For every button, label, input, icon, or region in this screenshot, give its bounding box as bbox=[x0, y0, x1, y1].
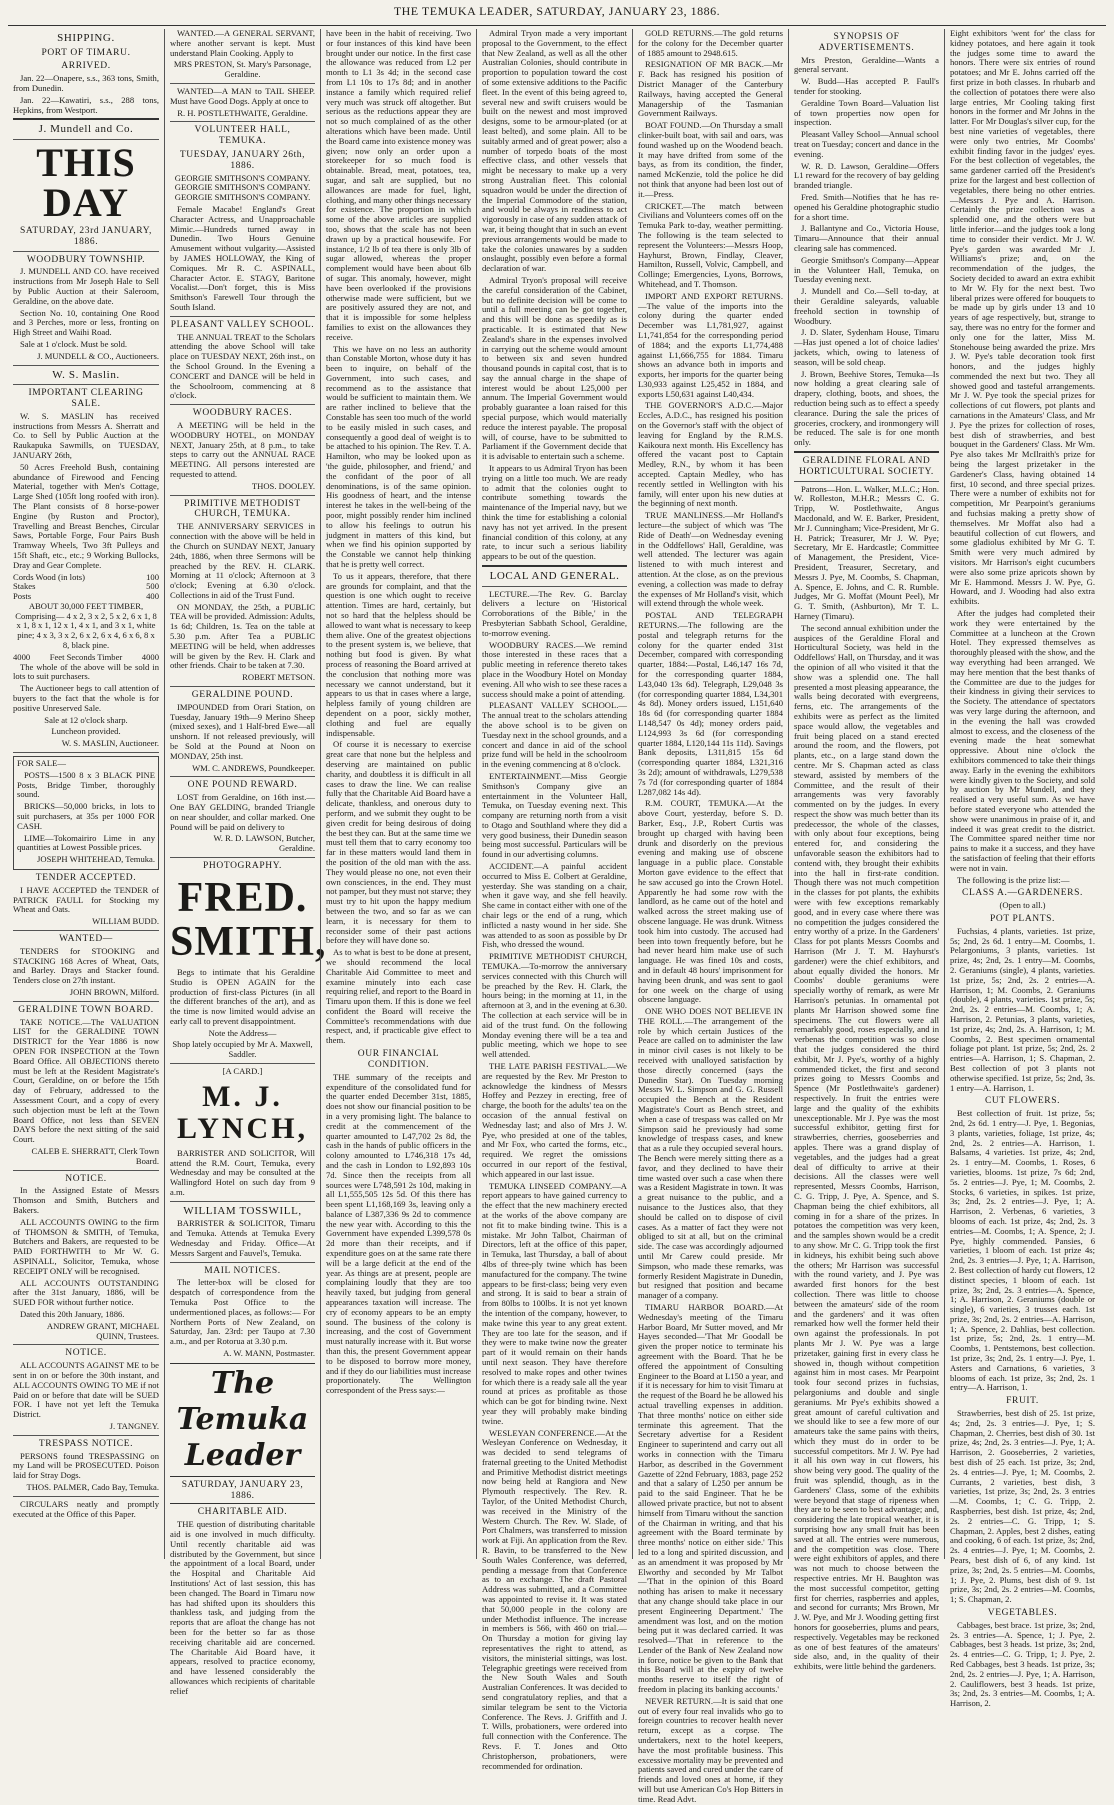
mail-heading: MAIL NOTICES. bbox=[204, 1265, 281, 1276]
column-6 bbox=[788, 29, 944, 1672]
arrived-heading: ARRIVED. bbox=[61, 61, 111, 72]
notice-text: In the Assigned Estate of Messrs Thomson and Smith, Butchers and Bakers. bbox=[13, 1185, 159, 1216]
charitable-aid-text: To us it appears, therefore, that there are grounds for complaint, and that the question is one which ought to receive attention. Times are hard, certainly, but not so hard that the helpless should be allowed to want what is necessary to keep them alive. One of the greatest objections to the present system is, we believe, that nothing but food is given. By what process of reasoning the Board arrived at the conclusion that nothing more was necessary we cannot understand, but it appears to us that in cases where a large, helpless family of young children are dependent on a poor, sickly mother, clothing and fuel are equally indispensable. bbox=[326, 570, 471, 738]
fruit-heading: FRUIT. bbox=[1006, 1396, 1039, 1407]
divider bbox=[13, 1170, 159, 1171]
woodbury-races-heading: WOODBURY RACES. bbox=[192, 408, 293, 419]
charitable-aid-text: THE question of distributing charitable aid is one involved in much difficulty. Until recently charitable aid was distributed by the Government, but since the appointment of a local Board, under the Hospital and Charitable Aid Institutions' Act of last session, this has been changed. The Board in Timaru now has had shifted upon its shoulders this thankless task, and judging from the reports that are afloat the change has not been for the better so far as those receiving charitable aid are concerned. The Charitable Aid Board have, it appears, resolved to practice economy, and have lessened considerably the allowances which recipients of charitable relief bbox=[170, 1519, 315, 1696]
synopsis-item: W. Budd—Has accepted P. Faull's tender for stooking. bbox=[794, 76, 939, 97]
divider bbox=[170, 121, 315, 122]
synopsis-item: J. Brown, Beehive Stores, Temuka—Is now holding a great clearing sale of drapery, clothing, boots, and shoes, the reduction being such as to effect a speedy clearance. During the sale the prices of groceries, crockery, and ironmongery will be reduced. The sale is for one month only. bbox=[794, 368, 939, 448]
posts-value: 400 bbox=[146, 591, 159, 602]
tosswill-heading: WILLIAM TOSSWILL, bbox=[183, 1204, 302, 1217]
floral-society-text: After the judges had completed their work they were entertained by the Committee at a luncheon at the Crown Hotel. They expressed themselves as thoroughly pleased with the show, and the way everything had been arranged. We may here mention that the best thanks of the Committee are due to the judges for their kindness in giving their services to the Society. The attendance of spectators was very large during the afternoon, and in the evening the hall was crowded almost to excess, and the closeness of the evening made the heat somewhat oppressive. About nine o'clock the exhibitors commenced to take their things away. Early in the evening the exhibitors were kindly given to the Society, and sold by auction by Mr Mundell, and they realised a very useful sum. As we have before stated everyone who attended the show were unanimous in praise of it, and indeed it was great credit to the district. The Committee spared neither time nor pains to make it a success, and they have the satisfaction of feeling that their efforts were not in vain. bbox=[950, 608, 1095, 873]
notice-heading: NOTICE. bbox=[65, 1173, 107, 1184]
clearing-sale-text: The whole of the above will be sold in lots to suit purchasers. bbox=[13, 661, 159, 682]
pleasant-valley-heading: PLEASANT VALLEY SCHOOL. bbox=[170, 319, 315, 330]
divider bbox=[13, 752, 159, 753]
wanted-man-text: WANTED—A MAN to TAIL SHEEP. Must have Good Dogs. Apply at once to bbox=[170, 85, 315, 106]
notice-text: Dated this 20th January, 1886. bbox=[20, 1309, 125, 1320]
divider bbox=[794, 451, 939, 453]
divider bbox=[482, 586, 627, 587]
newspaper-nameplate: The Temuka Leader bbox=[170, 1363, 315, 1477]
notice-signature: J. TANGNEY. bbox=[109, 1421, 159, 1432]
town-board-signature: CALEB E. SHERRATT, Clerk Town Board. bbox=[31, 1146, 159, 1166]
news-item: BOAT FOUND.—On Thursday a small clinker-built boat, with sail and oars, was found washed up on the Woodend beach. It may have drifted from some of the bays, as from its condition, the finder, named McKenzie, told the police he did not think that anyone had been lost out of it.—Press. bbox=[638, 120, 783, 199]
divider bbox=[13, 251, 159, 252]
divider bbox=[13, 384, 159, 385]
clearing-sale-text: 50 Acres Freehold Bush, containing abundance of Firewood and Fencing Material, together with Men's Cottage, Large Shed (105ft long roofed with iron). The Plant consists of 8 horse-power Engine (by Ruston and Proctor), Travelling and Breast Benches, Circular Saws, Portable Forge, Four Pairs Bush Tramway Wheels, Two 3ft Pulleys and 15ft Shaft, etc., etc.; 9 Working Bullocks, Dray and Gear Complete. bbox=[13, 461, 159, 570]
for-sale-signature: JOSEPH WHITEHEAD, Temuka. bbox=[37, 854, 155, 865]
woodbury-signature: J. MUNDELL & CO., Auctioneers. bbox=[37, 350, 159, 361]
auctioneer-firm: J. Mundell and Co. bbox=[38, 123, 134, 136]
cords-value: 100 bbox=[146, 571, 159, 582]
prize-list: Strawberries, best dish of 25. 1st prize, 4s; 2nd, 2s. 3 entries—J. Pye, 1; S. Chapman, 2. Cherries, best dish of 30. 1st prize, 4s; 2nd, 2s. 3 entries—J. Pye, 1; A. Harrison, 2. Gooseberries, 2 varieties, best dish of 25 each. 1st prize, 3s; 2nd, 2s. 4 entries—J. Pye, 1; M. Coombs, 2. Currants, 2 varieties, best dish, 3 varieties, 1st prize, 3s; 2nd, 2s. 3 entries—M. Coombs, 1; C. G. Tripp, 2. Raspberries, best dish. 1st prize, 4s; 2nd, 2s. 2 entries—C. G. Tripp, 1; S. Chapman, 2. Apples, best 2 dishes, eating and cooking, 6 of each. 1st prize, 3s; 2nd, 2s. 4 entries—J. Pye, 1; M. Coombs, 2. Pears, best dish of 6, of any kind. 1st prize, 3s; 2nd, 2s. 5 entries—M. Coombs, 1; J. Pye, 2. Plums, best dish of 9. 1st prize, 3s; 2nd, 2s. 2 entries—M. Coombs, 1; S. Chapman, 2. bbox=[950, 1408, 1095, 1605]
clearing-signature: W. S. MASLIN, Auctioneer. bbox=[61, 738, 159, 749]
news-item: THE LATE PARISH FESTIVAL.—We are requested by the Rev. Mr Preston to acknowledge the kindness of Messrs Hoffey and Pezzey in erecting, free of charge, the booth for the adults' tea on the occasion of the annual festival on Wednesday last; and also of Mrs J. W. Pye, who presided at one of the tables, and Mr Fox, who carted the forms, etc., required. We regret the omissions occurred in our report of the festival, which appeared in our last issue. bbox=[482, 1061, 627, 1179]
news-item: ONE WHO DOES NOT BELIEVE IN THE ROLL.—The arrangement of the role by which certain Justices of the Peace are called on to administer the law in minor civil cases is not likely to be received with unalloyed satisfaction by those directly concerned (says the Dunedin Star). On Tuesday morning Messrs W. L. Simpson and G. G. Russell occupied the Bench at the Resident Magistrate's Court as Bench street, and when a case of trespass was called on Mr Simpson said he previously had some knowledge of trespass cases, and knew that as a rule they occupied several hours. The Bench were merely sitting there as a favor, and they declined to have their time wasted over such a case when there was a Resident Magistrate in town. It was a great nuisance to the public, and a nuisance to the Justices also, that they should be called on to dispose of civil cases. As a matter of fact they were not obliged to sit at all, but on the criminal side. The case was accordingly adjourned until Mr Carew could preside. Mr Simpson, who made these remarks, was formerly Resident Magistrate in Dunedin, but resigned that position and became manager of a company. bbox=[638, 1006, 783, 1301]
woodbury-text: Section No. 10, containing One Rood and 3 Perches, more or less, fronting on High Street and Waihi Road. bbox=[13, 307, 159, 338]
news-item: NEVER RETURN.—It is said that one out of every four real invalids who go to foreign countries to recover health never return, except as a corpse. The undertakers, next to the hotel keepers, have the most profitable business. This excessive mortality may be prevented and patients saved and cured under the care of friends and loved ones at home, if they will but use American Co's Hop Bitters in time. Read Advt. bbox=[638, 1695, 783, 1804]
tender-text: I HAVE ACCEPTED the TENDER of PATRICK FAULL for Stocking my Wheat and Oats. bbox=[13, 884, 159, 915]
fred-smith-text: Begs to intimate that his Geraldine Studio is OPEN AGAIN for the production of first-class Pictures (in all the different branches of the art), and as the time is now limited would advise an early call to prevent disappointment. bbox=[170, 966, 315, 1026]
news-item: TIMARU HARBOR BOARD.—At Wednesday's meeting of the Timaru Harbor Board, Mr Sutter moved, and Mr Hayes seconded—'That Mr Goodall be given the proper notice to terminate his agreement with the Board. That he be offered the appointment of Consulting Engineer to the Board at L150 a year, and if it is necessary for him to visit Timaru at the request of the Board he be allowed his actual travelling expenses in addition. That three months' notice on either side terminate this agreement. That the Secretary advertise for a Resident Engineer to superintend and carry out all works in connection with the Timaru Harbor, as described in the Government Gazette of 22nd February, 1883, page 252 and that a salary of L250 per annum be paid to the said Engineer. That he be allowed private practice, but not to absent himself from Timaru without the sanction of the Chairman in writing, and that his agreement with the Board terminate by three months' notice on either side.' This led to a long and spirited discussion, and as an amendment it was proposed by Mr Elworthy and seconded by Mr Talbot—'That in the opinion of this Board nothing has arisen to make it necessary that any change should take place in our present Engineering Department.' The amendment was lost, and on the motion being put it was declared carried. It was resolved—'That in reference to the Lender of the Bank of New Zealand now in force, notice be given to the Bank that this Board will at the expiry of twelve months reserve to itself the right of freedom in placing its banking accounts.' bbox=[638, 1302, 783, 1695]
for-sale-text: POSTS—1500 8 x 3 BLACK PINE Posts, Bridge Timber, thoroughly sound. bbox=[17, 769, 155, 800]
charitable-aid-heading: CHARITABLE AID. bbox=[197, 1507, 288, 1518]
column-7 bbox=[944, 28, 1100, 1709]
synopsis-item: J. Ballantyne and Co., Victoria House, Timaru—Announce that their annual clearing sale has commenced. bbox=[794, 223, 939, 253]
issue-dateline: SATURDAY, JANUARY 23, 1886. bbox=[170, 1478, 315, 1505]
divider bbox=[13, 118, 159, 120]
for-sale-heading: FOR SALE— bbox=[17, 758, 66, 769]
divider bbox=[170, 316, 315, 317]
news-item: IMPORT AND EXPORT RETURNS.—The value of the imports into the colony during the quarter ended December was L1,781,927, against L1,741,854 for the corresponding period of 1884; and the exports L1,774,488 against L1,666,755 for 1884. Timaru shows an advance both in imports and exports, her imports for the quarter being L30,933 against L25,452 in 1884, and exports L50,631 against L40,434. bbox=[638, 290, 783, 399]
financial-text: Admiral Tryon's proposal will receive the careful consideration of the Cabinet, but no definite decision will be come to until a full meeting can be got together, and this will be done as speedily as is practicable. It is estimated that New Zealand's share in the expenses involved in carrying out the scheme would amount to between six and seven hundred thousand pounds in capital cost, that is to say the annual charge in the shape of interest would be about L25,000 per annum. The Imperial Government would probably guarantee a loan raised for this special purpose, which would materially reduce the interest payable. The proposal will, of course, have to be submitted to Parliament if the Government decide that it is advisable to entertain such a scheme. bbox=[482, 274, 627, 462]
reward-text: LOST from Geraldine, on 16th inst.—One BAY GELDING, branded Triangle on near shoulder, and collar marked. One Pound will be paid on delivery to bbox=[170, 792, 315, 832]
divider bbox=[170, 857, 315, 858]
fred-smith-address: Shop lately occupied by Mr A. Maxwell, Saddler. bbox=[172, 1039, 313, 1060]
news-item: RESIGNATION OF MR BACK.—Mr F. Back has resigned his position of District Manager of the Canterbury Railways, having accepted the General Managership of the Tasmanian Government Railways. bbox=[638, 59, 783, 119]
news-item: POSTAL AND TELEGRAPH RETURNS.—The following are the postal and telegraph returns for the colony for the quarter ended 31st December, compared with corresponding quarter, 1884:—Postal, L46,147 16s 7d, for the corresponding quarter 1884, L43,040 13s 6d). Telegraph, L29,048 3s (for corresponding quarter 1884, L34,301 4s 8d). Money orders issued, L151,640 18s 6d (for corresponding quarter 1884 L148,547 0s 4d); money orders paid, L124,993 3s 6d (for corresponding quarter 1884, L120,144 11s 11d). Savings Bank deposits, L311,815 15s 6d (corresponding quarter 1884, L321,316 3s 2d); amount of withdrawals, L279,538 7s 7d (for corresponding quarter of 1884 L287,082 14s 4d). bbox=[638, 610, 783, 797]
news-item: TRUE MANLINESS.—Mr Holland's lecture—the subject of which was 'The Ride of Death'—on Wednesday evening in the Oddfellows' Hall, Geraldine, was well attended. The lecturer was again listened to with much interest and attention. At the close, as on the previous evening, a collection was made to defray the expenses of Mr Holland's visit, which will extend through the whole week. bbox=[638, 510, 783, 609]
financial-text: It appears to us Admiral Tryon has been trying on a little too much. We are ready to admit that the colonies ought to contribute something towards the maintenance of the Imperial navy, but we think the time for establishing a colonial navy has not yet arrived. In the present financial condition of this colony, at any rate, to incur such a serious liability appears to be out of the question. bbox=[482, 463, 627, 562]
fred-smith-note: Note the Address— bbox=[208, 1027, 277, 1038]
news-item: WESLEYAN CONFERENCE.—At the Wesleyan Conference on Wednesday, it was decided to send telegrams of fraternal greeting to the United Methodist and Primitive Methodist district meetings now being held at Rangiora and New Plymouth respectively. The Rev. R. Taylor, of the United Methodist Church, was received in the Ministry of the Western Church. The Rev. W. Slade, of Port Chalmers, was transferred to mission work at Fiji. An application from the Rev. R. Bavin, to be transferred to the New South Wales Conference, was deferred, pending a message from that Conference as to an exchange. The draft Pastoral Address was submitted, and a Committee was appointed to revise it. It was stated that 50,000 people in the colony are under Methodist influence. The increase in members is 566, with 460 on trial.—On Thursday a motion for giving lay representatives the right to attend, as visitors, the ministerial sittings, was lost. Telegraphic greetings were received from the New South Wales and South Australian Conferences. It was decided to send congratulatory replies, and that a similar telegram be sent to the Victoria Conference. The Revs. J. Griffith and J. T. Wills, probationers, were ordered into full connection with the Conference. The Revs. F. T. Jones and Otto Christopherson, probationers, were recommended for ordination. bbox=[482, 1427, 627, 1771]
mail-text: The letter-box will be closed for despatch of correspondence from the Temuka Post Office to the undermentioned places, as follows:— For Northern Ports of New Zealand, on Saturday, Jan. 23rd: per Taupo at 7.30 a.m., and per Rotorua at 3.30 p.m. bbox=[170, 1277, 315, 1347]
timber-qty: 4000 bbox=[13, 651, 31, 662]
divider bbox=[13, 930, 159, 931]
divider bbox=[170, 1201, 315, 1202]
column-3 bbox=[320, 29, 476, 1559]
wanted-man-signature: R. H. POSTLETHWAITE, Geraldine. bbox=[177, 107, 308, 118]
notice-text: ALL ACCOUNTS AGAINST ME to be sent in on or before the 30th instant, and ALL ACCOUNTS OWING TO ME if not Paid on or before that date will be SUED FOR. I have not yet left the Temuka District. bbox=[13, 1360, 159, 1420]
woodbury-heading: WOODBURY TOWNSHIP. bbox=[26, 254, 146, 265]
wanted-heading: WANTED— bbox=[59, 934, 113, 945]
this-day-heading: THIS DAY bbox=[36, 139, 136, 225]
vegetables-heading: VEGETABLES. bbox=[987, 1608, 1058, 1619]
arrival-2: Jan. 22—Kawatiri, s.s., 288 tons, Hepkins, from Westport. bbox=[13, 94, 159, 115]
clearing-sale-text: Sale at 12 o'clock sharp. bbox=[44, 714, 128, 725]
trespass-heading: TRESPASS NOTICE. bbox=[38, 1438, 134, 1449]
synopsis-item: Mrs Preston, Geraldine—Wants a general servant. bbox=[794, 54, 939, 75]
reward-heading: ONE POUND REWARD. bbox=[187, 780, 298, 791]
maslin-heading: W. S. Maslin. bbox=[52, 368, 120, 381]
divider bbox=[13, 365, 159, 366]
wanted-text: TENDERS for STOOKING and STACKING 168 Acres of Wheat, Oats, and Barley. Drays and Stacker found. Tenders close on 27th instant. bbox=[13, 945, 159, 986]
lynch-text: BARRISTER AND SOLICITOR, Will attend the R.M. Court, Temuka, every Wednesday and may be consulted at the Wallingford Hotel on such day from 9 a.m. bbox=[170, 1147, 315, 1198]
for-sale-box bbox=[13, 756, 159, 870]
this-day-date: SATURDAY, 23rd JANUARY, 1886. bbox=[20, 225, 152, 247]
divider bbox=[170, 404, 315, 405]
pound-signature: WM. C. ANDREWS, Poundkeeper. bbox=[192, 762, 315, 773]
photography-heading: PHOTOGRAPHY. bbox=[203, 861, 282, 872]
news-item: LECTURE.—The Rev. G. Barclay delivers a lecture on 'Historical Corroborations of the Bible,' in the Presbyterian Sabbath School, Geraldine, to-morrow evening. bbox=[482, 588, 627, 638]
news-item: TEMUKA LINSEED COMPANY.—A report appears to have gained currency to the effect that the new machinery erected at the works of the above company are not fit to make binding twine. This is a mistake. Mr John Talbot, Chairman of Directors, left at the office of this paper, in Temuka, last Thursday, a ball of about 4lbs of three-ply twine which has been manufactured for the company. The twine appears to be first-class; being very even and strong. It is said to bear a strain of from 80lbs to 100lbs. It is not yet known the intention of the company, however, to make twine this year to any great extent. They are too late for the season, and if they were to make twine now the greater part of it would remain on their hands until next season. They have therefore resolved to make ropes and other twines for which there is a ready sale all the year round at prices as profitable as those which can be got for binding twine. Next year they will probably make binding twine. bbox=[482, 1180, 627, 1426]
woodbury-races-signature: THOS. DOOLEY. bbox=[251, 480, 315, 491]
financial-heading: OUR FINANCIAL CONDITION. bbox=[357, 1049, 440, 1070]
divider bbox=[170, 686, 315, 687]
charitable-aid-text: Of course it is necessary to exercise great care that none but the helpless and deserving are maintained on public charity, and doubtless it is difficult in all cases to draw the line. We can realise fully that the Charitable Aid Board have a delicate, thankless, and onerous duty to perform, and we submit they ought to be given credit for being desirous of doing the best they can. But at the same time we must tell them that to carry economy too far in these matters would land them in the position of the old man with the ass. They would please no one, not even their own consciences, in the end. They must not pamper, but they must not starve; they must try to hit upon the happy medium between the two, and so far as we can learn, it is necessary for them to reconsider some of their past actions before they will have done so. bbox=[326, 739, 471, 946]
woodbury-text: Sale at 1 o'clock. Must be sold. bbox=[20, 338, 128, 349]
synopsis-item: Fred. Smith—Notifies that he has re-opened his Geraldine photographic studio for a short time. bbox=[794, 192, 939, 222]
notice-text: ALL ACCOUNTS OWING to the firm of THOMSON & SMITH, of Temuka, Butchers and Bakers, are requested to be PAID FORTHWITH to Mr W. G. ASPINALL, Solicitor, Temuka, whose RECEIPT ONLY will be recognised. bbox=[13, 1216, 159, 1276]
news-item: WOODBURY RACES.—We remind those interested in these races that a public meeting in reference thereto takes place in the Woodbury Hotel on Monday evening. All who wish to see these races a success should make a point of attending. bbox=[482, 639, 627, 699]
divider bbox=[170, 1262, 315, 1263]
synopsis-item: J. Mundell and Co.—Sell to-day, at their Geraldine saleyards, valuable freehold section in township of Woodbury. bbox=[794, 286, 939, 326]
circulars-text: CIRCULARS neatly and promptly executed at the Office of this Paper. bbox=[13, 1498, 159, 1519]
tender-heading: TENDER ACCEPTED. bbox=[35, 873, 137, 884]
divider bbox=[13, 1496, 159, 1497]
stakes-label: Stakes bbox=[13, 581, 36, 592]
arrival-1: Jan. 22—Onapere, s.s., 363 tons, Smith, from Dunedin. bbox=[13, 73, 159, 93]
tosswill-text: BARRISTER & SOLICITOR, Timaru and Temuka. Attends at Temuka Every Wednesday and Friday. Office—At Messrs Sargent and Fauvel's, Temuka. bbox=[170, 1218, 315, 1258]
masthead: THE TEMUKA LEADER, SATURDAY, JANUARY 23, 1886. bbox=[393, 4, 721, 18]
fred-smith-heading: FRED. SMITH, bbox=[170, 874, 327, 965]
town-board-heading: GERALDINE TOWN BOARD. bbox=[18, 1004, 154, 1015]
port-heading: PORT OF TIMARU. bbox=[41, 47, 131, 58]
timber-label: Feet Seconds Timber bbox=[49, 651, 123, 662]
town-board-text: TAKE NOTICE.—The VALUATION LIST for the GERALDINE TOWN DISTRICT for the Year 1886 is now OPEN FOR INSPECTION at the Town Board Office. All OBJECTIONS thereto must be left at the Resident Magistrate's Court, Geraldine, on or before the 15th day of February, addressed to the Assessment Court, and a copy of every such objection must be left at the Town Board Office, not less than SEVEN DAYS before the next sitting of the said Court. bbox=[13, 1016, 159, 1145]
volunteer-hall-heading: VOLUNTEER HALL, TEMUKA. bbox=[194, 125, 291, 147]
divider bbox=[170, 83, 315, 84]
charitable-aid-text: have been in the habit of receiving. Two or four instances of this kind have been brought under our notice. In the first case the allowance was reduced from L2 per month to L1 3s 4d; in the second case from L1 10s to 17s 8d; and in another instance a family which required relief very much was struck off altogether. But serious as the reductions appear they are not so much complained of as the other alterations which have been made. Until the Board came into existence money was given; now only an order upon a storekeeper for so much food is obtainable. Bread, meat, potatoes, tea, sugar, and salt are supplied, but no allowances are made for fuel, light, clothing, and many other things necessary for existence. The proportion in which some of the above articles are supplied too, shows that the scale has not been drawn up by a practical housewife. For instance, 1/2 lb of tea there is only 3lb of sugar allowed, whereas the proper complement would have been about 6lb of sugar. This anomaly, however, might have been overlooked if the provisions otherwise made were sufficient, but we are positively assured they are not, and that it is impossible for some helpless families to exist on the allowances they receive. bbox=[326, 28, 471, 342]
prize-list: Best collection of fruit. 1st prize, 5s; 2nd, 2s 6d. 1 entry—J. Pye, 1. Begonias, 3 plants, varieties, foliage, 1st prize, 4s; 2nd, 2s. 2 entries—A. Harrison, 1. Balsams, 4 varieties. 1st prize, 4s; 2nd, 2s. 1 entry—M. Coombs, 1. Roses, 6 varieties, blooms. 1st prize, 7s 6d; 2nd, 5s. 2 entries—J. Pye, 1; M. Coombs, 2. Stocks, 6 varieties, in spikes. 1st prize, 3s; 2nd, 2s. 2 entries—J. Pye, 1; A. Harrison, 2. Verbenas, 6 varieties, 3 blooms of each. 1st prize, 4s; 2nd, 2s. 3 entries—M. Coombs, 1; A. Spence, 2; J. Pye, highly commended. Pansies, 6 varieties, 1 bloom of each. 1st prize 4s; 2nd, 2s. 3 entries—J. Pye, 1; A. Harrison, 2. Best collection of hardy cut flowers, 12 distinct species, 1 bloom of each. 1st prize, 3s; 2nd, 2s. 3 entries—A. Spence, 1; A. Harrison, 2. Geraniums (double or single), 6 varieties, 3 trusses each. 1st prize, 3s; 2nd, 2s. 2 entries—A. Harrison, 1; A. Spence, 2. Dahlias, best collection. 1st prize, 5s; 2nd, 2s. 1 entry—M. Coombs, 1. Pentstemons, best collection. 1st prize, 3s; 2nd, 2s. 1 entry—J. Pye, 1. Asters and Carnations, 6 varieties, 3 blooms of each. 1st prize, 3s; 2nd, 2s. 1 entry—A. Harrison, 1. bbox=[950, 1108, 1095, 1393]
notice-heading: NOTICE. bbox=[65, 1348, 107, 1359]
notice-signature: ANDREW GRANT, MICHAEL QUINN, Trustees. bbox=[46, 1320, 159, 1341]
open-label: (Open to all.) bbox=[999, 900, 1046, 911]
shipping-heading: SHIPPING. bbox=[57, 32, 115, 44]
synopsis-item: W. R. D. Lawson, Geraldine—Offers L1 reward for the recovery of bay gelding branded triangle. bbox=[794, 160, 939, 191]
local-general-heading: LOCAL AND GENERAL. bbox=[489, 570, 620, 583]
pound-text: IMPOUNDED from Orari Station, on Tuesday, January 19th—9 Merino Sheep (mixed sexes), and 1 Half-bred Ewe—all unshorn. If not released previously, will be Sold at the Pound at Noon on MONDAY, 25th inst. bbox=[170, 701, 315, 761]
timber-text: ABOUT 30,000 FEET TIMBER, Comprising— 4 x 2, 3 x 2, 5 x 2, 6 x 1, 8 x 1, 8 x 1, 12 x 1, 4 x 1, and 3 x 1, white pine; 4 x 3, 3 x 2, 6 x 2, 6 x 4, 6 x 6, 8 x 8, black pine. bbox=[15, 600, 157, 651]
methodist-text: THE ANNIVERSARY SERVICES in connection with the above will be held in the Church on SUNDAY NEXT, January 24th, 1886, when three Sermons will be preached by the REV. H. CLARK. Morning at 11 o'clock; Afternoon at 3 o'clock; Evening at 6.30 o'clock. Collections in aid of the Trust Fund. bbox=[170, 521, 315, 600]
wanted-servant-signature: MRS PRESTON, St. Mary's Parsonage, Geraldine. bbox=[173, 59, 312, 80]
column-1 bbox=[8, 29, 164, 1559]
news-item: PRIMITIVE METHODIST CHURCH, TEMUKA.—To-morrow the anniversary services connected with this Church will be preached by the Rev. H. Clark, the hours being; in the morning at 11, in the afternoon at 3, and in the evening at 6.30. The collection at each service will be in aid of the trust fund. On the following Monday evening there will be a tea and public meeting, which we hope to see well attended. bbox=[482, 951, 627, 1060]
divider bbox=[13, 1001, 159, 1002]
divider bbox=[13, 1435, 159, 1436]
clearing-sale-heading: IMPORTANT CLEARING SALE. bbox=[28, 388, 144, 409]
wanted-servant-text: WANTED.—A GENERAL SERVANT, where another servant is kept. Must understand Plain Cooking. Apply to bbox=[170, 28, 315, 58]
floral-society-text: Eight exhibitors 'went for' the class for kidney potatoes, and here again it took the judges some time to award the honors. There were six entries of round potatoes; and Mr E. Johns carried off the first prize in both classes. In rhubarb and the collection of potatoes there were also large entries, Mr Cooling taking first honors in the former and Mr Johns in the latter. For Mr Douglas's silver cup, for the best nine varieties of vegetables, there were only two entries, Mr Coombs' exhibit finding favor in the judges' eyes. For the best collection of vegetables, the same gardener carried off the President's prize for the largest and best collection of vegetables, there being no other entries.—Messrs J. Pye and A. Harrison. Certainly the prize collection was a splendid one, and the others were but little inferior—and the judges took a long time to consider their verdict. Mr J. W. Pye's garden was awarded Mr J. Williams's prize; and, on the recommendation of the judges, the Society decided to award an extra exhibit to Mr W. Fly for the next best. Two liberal prizes were offered for bouquets to be made up by girls under 13 and 10 years of age respectively, but, strange to say, there was no entry for the former and only one for the latter, Miss M. Stonehouse being awarded the prize. Mrs J. W. Pye's table decoration took first honors, and the judges highly commended the next but two. They all showed good and tasteful arrangements. Mr J. W. Pye took the special prizes for collections of cut flowers, pot plants and carnations in the Amateurs' Class, and Mr J. Pye the prizes for collection of roses, best dish of strawberries, and best bouquet in the Gardeners' Class. Mr Wm. Pye also takes Mr McIlraith's prize for being the largest prizetaker in the Gardener's Class, having obtained 14 first, 10 second, and three special prizes. There were a number of exhibits not for competition, Mr Pearpoint's geraniums and fuchsias making a pretty show of themselves. Mr Moffat also had a beautiful collection of cut flowers, and some gladiolus exhibited by Mr G. T. Smith were very much admired by visitors. Mr Harrison's eight cucumbers were also some prize apricots shown by Mr E. Hammond. Messrs J. W. Pye, G. Howard, and J. Wooding had also extra exhibits. bbox=[950, 28, 1095, 607]
synopsis-item: Pleasant Valley School—Annual school treat on Tuesday; concert and dance in the evening. bbox=[794, 129, 939, 159]
charitable-aid-text: As to what is best to be done at present, we should recommend the local Charitable Aid Committee to meet and examine minutely into each case requiring relief, and report to the Board in Timaru upon them. If this is done we feel confident the Board will receive the Committee's recommendations with due respect, and, if practicable give effect to them. bbox=[326, 947, 471, 1046]
wanted-signature: JOHN BROWN, Milford. bbox=[69, 987, 159, 998]
pound-heading: GERALDINE POUND. bbox=[191, 690, 294, 701]
divider bbox=[794, 481, 939, 482]
smithson-company: GEORGIE SMITHSON'S COMPANY. GEORGIE SMITHSON'S COMPANY. GEORGIE SMITHSON'S COMPANY. bbox=[174, 172, 311, 203]
methodist-signature: ROBERT METSON. bbox=[242, 672, 315, 683]
floral-society-text: Patrons—Hon. L. Walker, M.L.C.; Hon. W. Rolleston, M.H.R.; Messrs C. G. Tripp, W. Postlethwaite, Angus Macdonald, and W. E. Barker, President, Mr J. Cunningham; Vice-President, Mr G. H. Patrick; Treasurer, Mr J. W. Pye; Secretary, Mr E. Hardcastle; Committee of Management, the President, Vice-President, Treasurer, Secretary, and Messrs J. Pye, M. Coombs, S. Chapman, A. Spence, E. Johns, and C. R. Rumble. Judges, Mr G. Moffat (Mount Peel), Mr G. T. Smith, (Ashburton), Mr T. L. Harney (Timaru). bbox=[794, 483, 939, 621]
woodbury-races-text: A MEETING will be held in the WOODBURY HOTEL, on MONDAY NEXT, January 25th, at 8 p.m., to take steps to carry out the ANNUAL RACE MEETING. All persons interested are requested to attend. bbox=[170, 420, 315, 480]
news-item: CRICKET.—The match between Civilians and Volunteers comes off on the Temuka Park to-day, weather permitting. The following is the team selected to represent the Volunteers:—Messrs Hoop, Hayhurst, Brown, Findlay, Cleaver, Hamilton, Russell, Volvic, Campbell, and Collinge; Emergencies, Lyons, Borrows, Whitehead, and T. Thomson. bbox=[638, 200, 783, 289]
divider bbox=[482, 565, 627, 567]
posts-label: Posts bbox=[13, 591, 32, 602]
financial-text: THE summary of the receipts and expenditure of the consolidated fund for the quarter ended December 31st, 1885, does not show our financial position to be in a very promising light. The balance to credit at the commencement of the quarter amounted to L47,702 2s 8d, the cash in the hands of public officers in the colony amounted to L746,318 17s 4d, and the cash in London to L92,893 10s 7d. Since then the receipts from all sources were L748,591 2s 10d, making in all L1,555,505 12s 5d. Of this there has been spent L1,168,169 3s, leaving only a balance of L387,336 9s 2d to commence the new year with. According to this the Government have expended L399,578 0s 2d more than their receipts, and if expenditure goes on at the same rate there will be a large deficit at the end of the year. As things are at present, people are complaining loudly that they are too heavily taxed, but judging from general appearances taxation will increase. The cry of economy appears to be an empty sound. The business of the colony is increasing, and the cost of Government must naturally increase with it. But worse than this, the present Government appear to be disposed to borrow more money, and if they do our liabilities must increase proportionately. The Wellington correspondent of the Press says:— bbox=[326, 1071, 471, 1396]
trespass-text: PERSONS found TRESPASSING on my Land will be PROSECUTED. Poison laid for Stray Dogs. bbox=[13, 1450, 159, 1481]
column-4 bbox=[476, 28, 632, 1771]
reward-signature: W. R. D. LAWSON, Butcher, Geraldine. bbox=[213, 833, 315, 854]
mail-signature: A. W. MANN, Postmaster. bbox=[223, 1347, 315, 1358]
notice-text: ALL ACCOUNTS OUTSTANDING after the 31st January, 1886, will be SUED FOR without further notice. bbox=[13, 1277, 159, 1308]
divider bbox=[170, 495, 315, 496]
cords-label: Cords Wood (in lots) bbox=[13, 571, 85, 582]
synopsis-item: J. D. Slater, Sydenham House, Timaru—Has just opened a lot of choice ladies' jackets, which, owing to lateness of season, will be sold cheap. bbox=[794, 327, 939, 367]
clearing-sale-text: W. S. MASLIN has received instructions from Messrs A. Sherratt and Co. to Sell by Public Auction at the Raukapuka Sawmills, on TUESDAY, JANUARY 26th, bbox=[13, 410, 159, 460]
card-label: [A CARD.] bbox=[222, 1066, 263, 1077]
financial-text: Admiral Tryon made a very important proposal to the Government, to the effect that New Zealand, as well as all the other Australian Colonies, should contribute in proportion to population toward the cost of some extensive additions to the Pacific fleet. In the event of this being agreed to, several new and swift cruisers would be built on the newest and most improved designs, some to be armour-plated (or at least belted), and some plain. All to be suitably armed and of great power; also a number of torpedo boats of the most effective class, and other vessels that might be necessary to make up a very strong Australian fleet. This colonial squadron would be under the direction of the Imperial Commodore of the station, and would be always in readiness to act vigorously in case of any sudden attack of war, it being thought that in such an event previous arrangements would be made to take the colonies unawares by a sudden onslaught, possibly even before a formal declaration of war. bbox=[482, 28, 627, 274]
divider bbox=[170, 776, 315, 777]
stakes-value: 500 bbox=[146, 581, 159, 592]
lynch-heading: M. J. LYNCH, bbox=[176, 1079, 309, 1145]
synopsis-item: Georgie Smithson's Company—Appear in the Volunteer Hall, Temuka, on Tuesday evening next. bbox=[794, 254, 939, 285]
volunteer-hall-date: TUESDAY, JANUARY 26th, 1886. bbox=[179, 150, 306, 171]
news-item: PLEASANT VALLEY SCHOOL.—The annual treat to the scholars attending the above school is to be given on Tuesday next in the school grounds, and a concert and dance in aid of the school prize fund will be held in the schoolroom in the evening commencing at 8 o'clock. bbox=[482, 700, 627, 770]
floral-society-text: The second annual exhibition under the auspices of the Geraldine Floral and Horticultural Society, was held in the Oddfellows' Hall, on Thursday, and it was the opinion of all who visited it that the show was a splendid one. The hall presented a most pleasing appearance, the walls being decorated with evergreens, ferns, etc. The arrangements of the exhibits were as perfect as the limited space would allow, the vegetables and fruit being placed on a stand erected around the room, and the flowers, pot plants, etc., on a large stand down the centre. Mr S. Chapman acted as class steward, assisted by members of the Committee, and the result of their arrangements was very favorably commented on by the judges. In every respect the show was much better than its predecessor, the whole of the classes, with only about four exceptions, being entered for, and considering the unfavorable season the exhibitors had to contend with, they brought their exhibits into the hall in first-rate condition. Though there was not much competition in the classes for pot plants, the exhibits were with few exceptions remarkably good, and in every case where there was no competition the judges considered the entry worthy of a prize. In the Gardeners' Class for pot plants Messrs Coombs and Harrison (Mr J. T. M. Hayhurst's gardener) were the chief exhibitors, and about equally divided the honors. Mr Coombs' double geraniums were specially worthy of remark, as were Mr Harrison's petunias. In ornamental pot plants Mr Harrison showed some fine specimens. The cut flowers were all remarkably good, roses especially, and in verbenas the competition was so close that the judges considered the third exhibit, Mr J. Pye's, worthy of a highly commended ticket, the first and second prizes going to Messrs Coombs and Spence (Mr Postlethwaite's gardener) respectively. In fruit the entries were large and the quality of the exhibits unexceptionable. Mr J. Pye was the most successful exhibitor, getting first for strawberries, cherries, gooseberries and apples. There was a grand display of vegetables, and the judges had a great deal of difficulty to arrive at their decisions. All the classes were well represented, Messrs Coombs, Harrison, C. G. Tripp, J. Pye, A. Spence, and S. Chapman being the chief exhibitors, all coming in for a share of the prizes. In potatoes the competition was very keen, and the samples shown would be a credit to any show. Mr C. G. Tripp took the first in kidneys, his exhibit being such above the others; Mr Harrison was successful with the round variety, and J. Pye was awarded first honors for the best collection. There was little to choose between the amateurs' side of the room and the gardeners' and it was often remarked how well the former held their own against the professionals. In pot plants Mr J. W. Pye was a large prizetaker, gaining first in every class he showed in, though without competition against him in most cases. Mr Pearpoint took four second prizes in fuchsias, pelargoniums and double and single geraniums. Mr Pye's exhibits showed a great amount of careful cultivation and we should like to see a few more of our amateurs take the same pains with theirs, which they must do in order to be successful competitors. Mr J. W. Pye had it all his own way in cut flowers, his show being very good. The quality of the fruit was splendid, though, as in the Gardeners' Class, some of the exhibits were beyond that stage of ripeness when they are to be seen to best advantage; and, considering the late tropical weather, it is surprising how any small fruit has been saved at all. The entries were numerous, and the competition was close. There were eight exhibitors of apples, and there was not much to choose between the respective entries. Mr H. Baughton was the most successful competitor, getting first for cherries, raspberries and apples, and second for currants; Mrs Brown, Mr J. W. Pye, and Mr J. Wooding getting first honors for gooseberries, plums and pears, respectively. Vegetables may be reckoned as one of best features of the amateurs' side also, and, in the quality of their exhibits, were little behind the gardeners. bbox=[794, 622, 939, 1672]
pleasant-valley-text: THE ANNUAL TREAT to the Scholars attending the above School will take place on TUESDAY NEXT, 26th inst., on the School Ground. In the Evening a CONCERT and DANCE will be held in the Schoolroom, commencing at 8 o'clock. bbox=[170, 331, 315, 401]
prize-list-intro: The following is the prize list:— bbox=[957, 874, 1070, 885]
pot-plants-heading: POT PLANTS. bbox=[989, 913, 1056, 924]
news-item: ENTERTAINMENT.—Miss Georgie Smithson's Company give an entertainment in the Volunteer Hall, Temuka, on Tuesday evening next. This company are returning north from a visit to Otago and Southland where they did a very good business, their Dunedin season being most successful. Particulars will be found in our advertising columns. bbox=[482, 770, 627, 860]
top-rule bbox=[8, 25, 1106, 26]
class-a-heading: CLASS A.—GARDENERS. bbox=[962, 888, 1083, 899]
column-5 bbox=[632, 28, 788, 1804]
columns bbox=[8, 28, 1106, 1804]
prize-list: Fuchsias, 4 plants, varieties. 1st prize, 5s; 2nd, 2s 6d. 1 entry—M. Coombs, 1. Pelargoniums, 3 plants, varieties. 1st prize, 4s; 2nd, 2s. 1 entry—M. Coombs, 2. Geraniums (single), 4 plants, varieties. 1st prize, 5s; 2nd, 2s. 2 entries—A. Harrison, 1; M. Coombs, 2. Geraniums (double), 4 plants, varieties. 1st prize, 5s; 2nd, 2s. 2 entries—M. Coombs, 1; A. Harrison, 2. Petunias, 3 plants, varieties, 1st prize, 4s; 2nd, 2s. A. Harrison, 1; M. Coombs, 2. Best specimen ornamental foliage pot plant. 1st prize, 5s; 2nd, 2s. 2 entries—A. Harrison, 1; S. Chapman, 2. Best collection of pot 3 plants not otherwise specified. 1st prize, 5s; 2nd, 3s. 1 entry—A. Harrison, 1. bbox=[950, 925, 1095, 1093]
volunteer-hall-text: Female Macabe! England's Great Character Actress, and Unapproachable Mimic.—Hundreds turned away in Dunedin. Two Hours Genuine Amusement without vulgarity.—Assisted by JAMES HOLLOWAY, the King of Comiques. Mr R. C. ASPINALL, Character Actor. E. STAGY, Baritone Vocalist.—Don't forget, this is Miss Smithson's Farewell Tour through the South Island. bbox=[170, 204, 315, 313]
prize-list: Cabbages, best brace. 1st prize, 3s; 2nd, 2s. 3 entries—A. Spence, 1; J. Pye, 2. Cabbages, best 3 heads. 1st prize, 3s; 2nd, 2s. 4 entries—C. G. Tripp, 1; J. Pye, 2. Red Cabbages, best 3 heads. 1st prize, 3s; 2nd, 2s. 2 entries—J. Pye, 1; A. Harrison, 2. Cauliflowers, best 3 heads. 1st prize, 3s; 2nd, 2s. 3 entries—M. Coombs, 1; A. Harrison, 2. bbox=[950, 1619, 1095, 1709]
clearing-sale-text: The Auctioneer begs to call attention of buyers to the fact that the whole is for positive Unreserved Sale. bbox=[13, 683, 159, 713]
synopsis-item: Geraldine Town Board—Valuation list of town properties now open for inspection. bbox=[794, 97, 939, 128]
news-item: R.M. COURT, TEMUKA.—At the above Court, yesterday, before S. D. Barker, Esq., J.P., Robert Curtis was brought up charged with having been drunk and disorderly on the previous evening and making use of obscene language in a public place. Constable Morton gave evidence to the effect that he saw accused go into the Crown Hotel. Apparently he had some row with the landlord, as he came out of the hotel and walked across the street making use of obscene language. He was drunk. Witness took him into custody. The accused had been into town frequently before, but he had never heard him make use of such language. He was fined 10s and costs, and in default 48 hours' imprisonment for having been drunk, and was sent to gaol for one week on the charge of using obscene language. bbox=[638, 798, 783, 1005]
charitable-aid-text: This we have on no less an authority than Constable Morton, whose duty it has been to inquire, on behalf of the Government, into such cases, and recommend as to the assistance that would be sufficient to maintain them. We are rather inclined to believe that the Constable has seen too much of the world to be easily misled in such cases, and consequently a good deal of weight is to be attached to his opinion. The Rev. T. A. Hamilton, who may be looked upon as 'the guide, philosopher, and friend,' and the confidant of the poor of all denominations, is of the same opinion. His goodness of heart, and the intense interest he takes in the well-being of the poor, might possibly render him inclined to allow his feelings to outrun his judgment in matters of this kind, but when we find his opinion supported by the Constable we cannot help thinking that he is pretty well correct. bbox=[326, 343, 471, 570]
timber-qty: 4000 bbox=[141, 651, 159, 662]
woodbury-text: J. MUNDELL AND CO. have received instructions from Mr Joseph Hale to Sell by Public Auction at their Saleroom, Geraldine, on the above date. bbox=[13, 266, 159, 306]
news-item: GOLD RETURNS.—The gold returns for the colony for the December quarter of 1885 amount to 2948.615. bbox=[638, 28, 783, 58]
column-2 bbox=[164, 28, 327, 1696]
for-sale-text: BRICKS—50,000 bricks, in lots to suit purchasers, at 35s per 1000 FOR CASH. bbox=[17, 801, 155, 831]
methodist-heading: PRIMITIVE METHODIST CHURCH, TEMUKA. bbox=[184, 498, 301, 520]
trespass-signature: THOS. PALMER, Cado Bay, Temuka. bbox=[26, 1482, 159, 1493]
floral-society-heading: GERALDINE FLORAL AND HORTICULTURAL SOCIETY. bbox=[799, 455, 934, 477]
tender-signature: WILLIAM BUDD. bbox=[92, 916, 159, 927]
divider bbox=[170, 1063, 315, 1064]
stakes-row bbox=[13, 582, 159, 592]
news-item: THE GOVERNOR'S A.D.C.—Major Eccles, A.D.C., has resigned his position on the Governor's staff with the object of leaving for England by the R.M.S. Kaikoura next month. His Excellency has offered the vacant post to Captain Medley, R.N., by whom it has been accepted. Captain Medley, who has recently settled in Wellington with his family, will enter upon his new duties at the beginning of next month. bbox=[638, 400, 783, 509]
cut-flowers-heading: CUT FLOWERS. bbox=[984, 1096, 1061, 1107]
news-item: ACCIDENT.—A painful accident occurred to Miss E. Colbert at Geraldine, yesterday. She was standing on a chair, when it gave way, and she fell heavily. She came in contact either with one of the chair legs or the end of a rung, which inflicted a nasty wound in her side. She was attended to as soon as possible by Dr Fish, who dressed the wound. bbox=[482, 861, 627, 950]
methodist-text: ON MONDAY, the 25th, a PUBLIC TEA will be provided. Admission: Adults, 1s 6d; Children, 1s. Tea on the table at 5.30 p.m. After Tea a PUBLIC MEETING will be held, when addresses will be given by the Rev. H. Clark and other friends. Chair to be taken at 7.30. bbox=[170, 601, 315, 671]
divider bbox=[13, 1344, 159, 1345]
for-sale-text: LIME—Tokomairiro Lime in any quantities at Lowest Possible prices. bbox=[17, 832, 155, 853]
synopsis-heading: SYNOPSIS OF ADVERTISEMENTS. bbox=[818, 32, 915, 53]
clearing-sale-text: Luncheon provided. bbox=[51, 726, 121, 737]
